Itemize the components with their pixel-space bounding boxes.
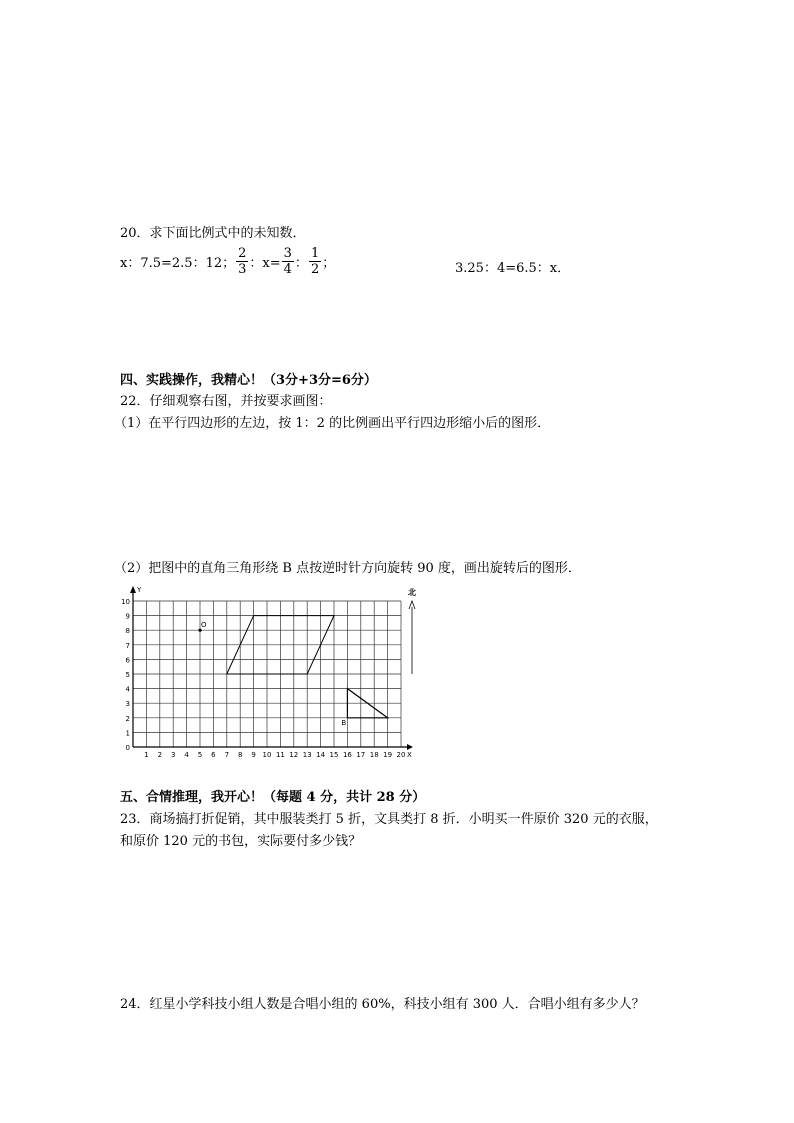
q24-text: 24．红星小学科技小组人数是合唱小组的 60%，科技小组有 300 人．合唱小组有多少人？ [120, 997, 645, 1012]
y-tick-label: 5 [125, 671, 130, 679]
x-tick-label: 8 [237, 751, 243, 759]
q20-eq2-sep: ： [294, 256, 308, 271]
fraction-2-3 [236, 246, 248, 277]
x-tick-label: 16 [342, 751, 352, 759]
q20-title: 20．求下面比例式中的未知数． [120, 226, 306, 241]
x-axis-label: X [407, 751, 412, 759]
y-axis-arrow [130, 586, 136, 593]
point-b-label: B [341, 718, 347, 727]
frac1-denominator: 3 [238, 262, 247, 277]
x-tick-label: 3 [170, 751, 176, 759]
x-tick-label: 15 [329, 751, 339, 759]
frac1-numerator: 2 [238, 246, 247, 261]
x-tick-label: 19 [383, 751, 393, 759]
q20-eq2-end: ； [322, 256, 336, 271]
y-tick-label: 6 [125, 656, 130, 665]
y-tick-label: 10 [121, 598, 130, 606]
fraction-3-4 [282, 246, 294, 277]
q22-part1: （1）在平行四边形的左边，按 1：2 的比例画出平行四边形缩小后的图形． [114, 416, 551, 431]
y-tick-label: 2 [125, 714, 130, 723]
y-tick-label: 8 [125, 627, 130, 636]
x-tick-label: 1 [144, 751, 149, 759]
x-tick-label: 10 [262, 751, 272, 759]
q22-part2: （2）把图中的直角三角形绕 B 点按逆时针方向旋转 90 度，画出旋转后的图形． [114, 561, 581, 576]
x-tick-label: 11 [275, 751, 285, 759]
x-tick-label: 9 [251, 751, 256, 759]
x-tick-label: 6 [211, 751, 216, 759]
q20-eq3: 3.25：4=6.5：x． [455, 261, 571, 276]
frac3-denominator: 2 [310, 262, 320, 277]
y-tick-label: 4 [125, 685, 130, 694]
x-axis-arrow [407, 744, 413, 750]
x-tick-label: 5 [197, 751, 203, 759]
q23-line2: 和原价 120 元的书包，实际要付多少钱？ [120, 834, 362, 849]
frac2-denominator: 4 [283, 262, 292, 277]
y-tick-label: 3 [125, 700, 130, 709]
q23-line1: 23．商场搞打折促销，其中服装类打 5 折，文具类打 8 折．小明买一件原价 320 元的衣服， [120, 812, 658, 827]
q20-equation-row [120, 246, 335, 277]
y-tick-label: 1 [125, 729, 130, 738]
q20-eq1: x：7.5=2.5：12； [120, 256, 236, 271]
section4-heading: 四、实践操作，我精心！（3分+3分=6分） [120, 373, 377, 388]
y-tick-label: 7 [125, 641, 130, 650]
frac3-numerator: 1 [310, 246, 320, 261]
x-tick-label: 7 [224, 751, 230, 759]
y-tick-label: 9 [125, 612, 130, 621]
x-tick-label: 17 [356, 751, 366, 759]
frac2-numerator: 3 [283, 246, 292, 261]
x-tick-label: 13 [302, 751, 312, 759]
coordinate-grid [115, 578, 425, 760]
x-tick-label: 20 [396, 751, 406, 759]
fraction-1-2 [309, 246, 321, 277]
y-axis-label: Y [137, 586, 142, 594]
x-tick-label: 2 [157, 751, 163, 759]
q20-eq2-mid: ：x= [249, 256, 281, 271]
x-tick-label: 14 [316, 751, 326, 759]
north-label: 北 [408, 588, 416, 597]
origin-label: 0 [125, 744, 130, 752]
q22-title: 22．仔细观察右图，并按要求画图： [120, 394, 332, 409]
x-tick-label: 18 [369, 751, 379, 759]
section5-heading: 五、合情推理，我开心！（每题 4 分，共计 28 分） [120, 790, 426, 805]
x-tick-label: 4 [184, 751, 189, 759]
point-o-label: O [201, 621, 207, 630]
x-tick-label: 12 [289, 751, 299, 759]
